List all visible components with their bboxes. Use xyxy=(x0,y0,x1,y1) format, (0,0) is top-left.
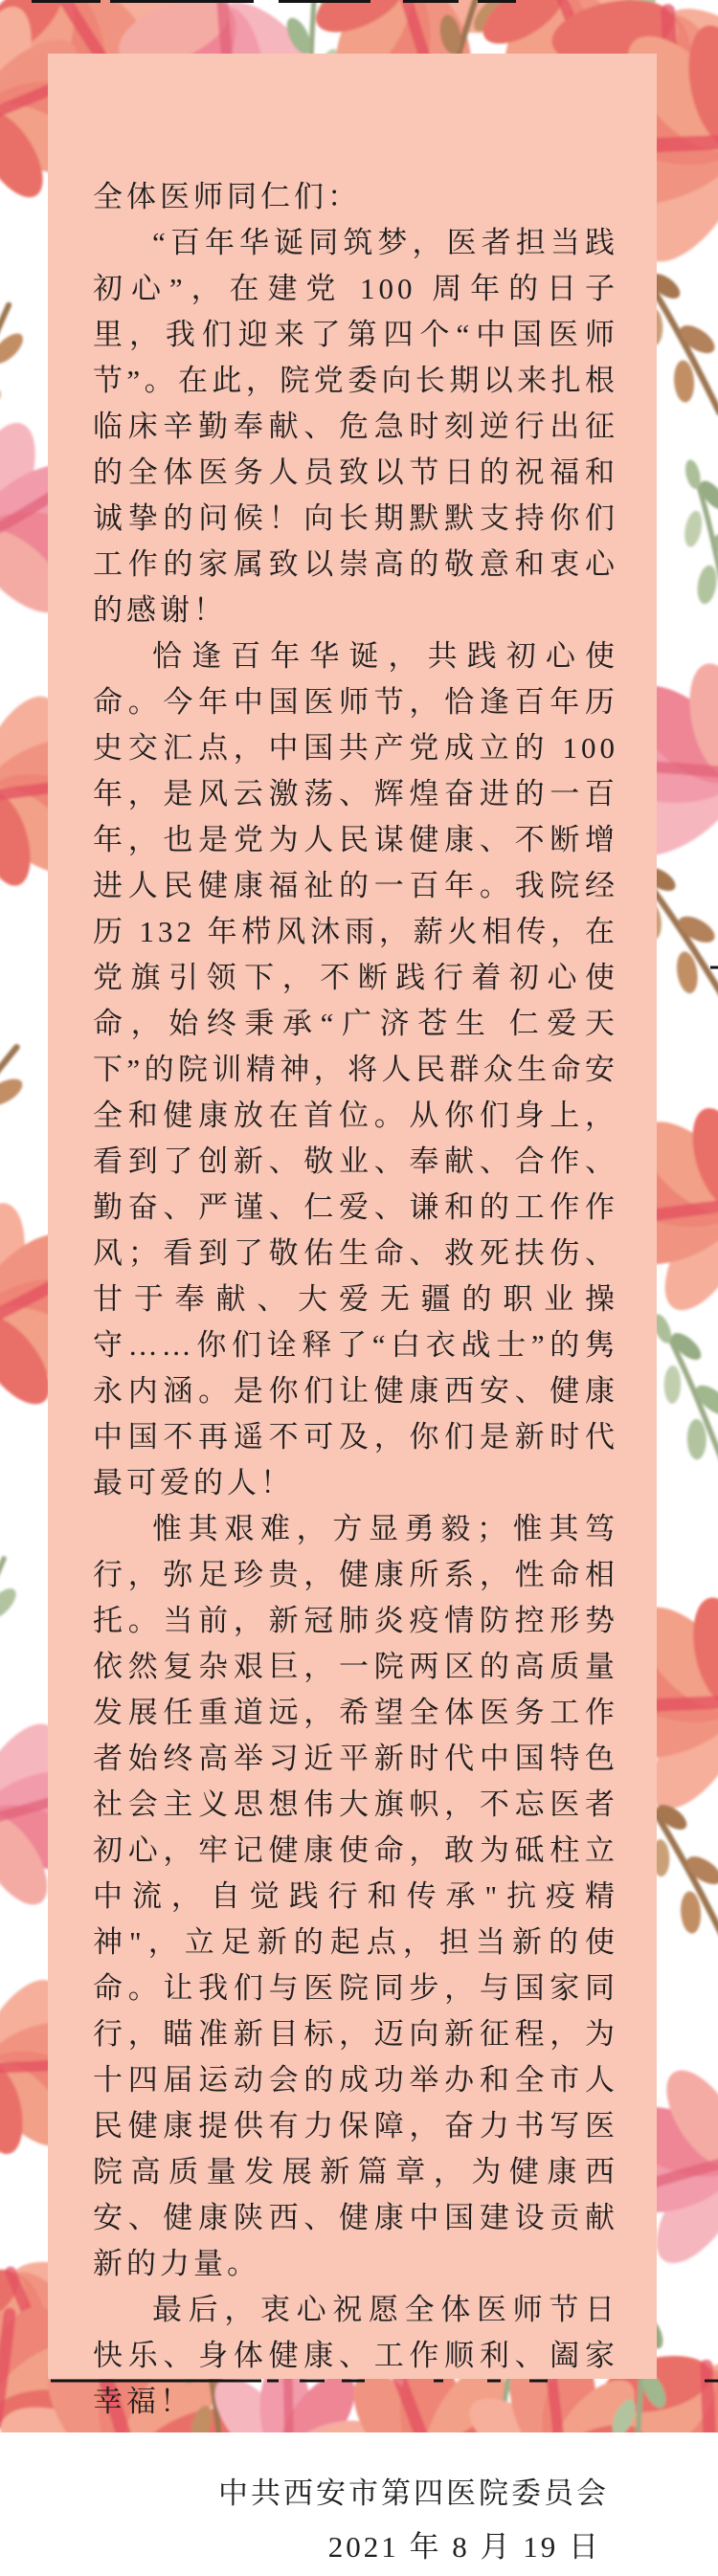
letter-paragraph-4: 最后，衷心祝愿全体医师节日快乐、身体健康、工作顺利、阖家幸福！ xyxy=(93,2293,618,2418)
letter-panel xyxy=(48,54,657,2564)
letter-salutation: 全体医师同仁们： xyxy=(93,180,361,213)
letter-paragraph-1: “百年华诞同筑梦，医者担当践初心”，在建党 100 周年的日子里，我们迎来了第四个“中国医师节”。在此，院党委向长期以来扎根临床辛勤奉献、危急时刻逆行出征的全体医务人员致以节日的祝福和诚挚的问候！向长期默默支持你们工作的家属致以崇高的敬意和衷心的感谢！ xyxy=(93,226,618,627)
letter-date: 2021 年 8 月 19 日 xyxy=(327,2530,601,2564)
letter-signature: 中共西安市第四医院委员会 xyxy=(218,2476,609,2510)
letter-paragraph-2: 恰逢百年华诞，共践初心使命。今年中国医师节，恰逢百年历史交汇点，中国共产党成立的 100 年，是风云激荡、辉煌奋进的一百年，也是党为人民谋健康、不断增进人民健康福祉的一百年。我院经历 132 年栉风沐雨，薪火相传，在党旗引领下，不断践行着初心使命，始终秉承“广济苍生 仁爱天下”的院训精神，将人民群众生命安全和健康放在首位。从你们身上，看到了创新、敬业、奉献、合作、勤奋、严谨、仁爱、谦和的工作作风；看到了敬佑生命、救死扶伤、甘于奉献、大爱无疆的职业操守……你们诠释了“白衣战士”的隽永内涵。是你们让健康西安、健康中国不再遥不可及，你们是新时代最可爱的人！ xyxy=(93,639,618,1499)
letter-body xyxy=(93,174,618,2576)
letter-paragraph-3: 惟其艰难，方显勇毅；惟其笃行，弥足珍贵，健康所系，性命相托。当前，新冠肺炎疫情防控形势依然复杂艰巨，一院两区的高质量发展任重道远，希望全体医务工作者始终高举习近平新时代中国特色社会主义思想伟大旗帜，不忘医者初心，牢记健康使命，敢为砥柱立中流，自觉践行和传承"抗疫精神"，立足新的起点，担当新的使命。让我们与医院同步，与国家同行，瞄准新目标，迈向新征程，为十四届运动会的成功举办和全市人民健康提供有力保障，奋力书写医院高质量发展新篇章，为健康西安、健康陕西、健康中国建设贡献新的力量。 xyxy=(93,1512,618,2280)
signature-block xyxy=(93,2469,618,2576)
